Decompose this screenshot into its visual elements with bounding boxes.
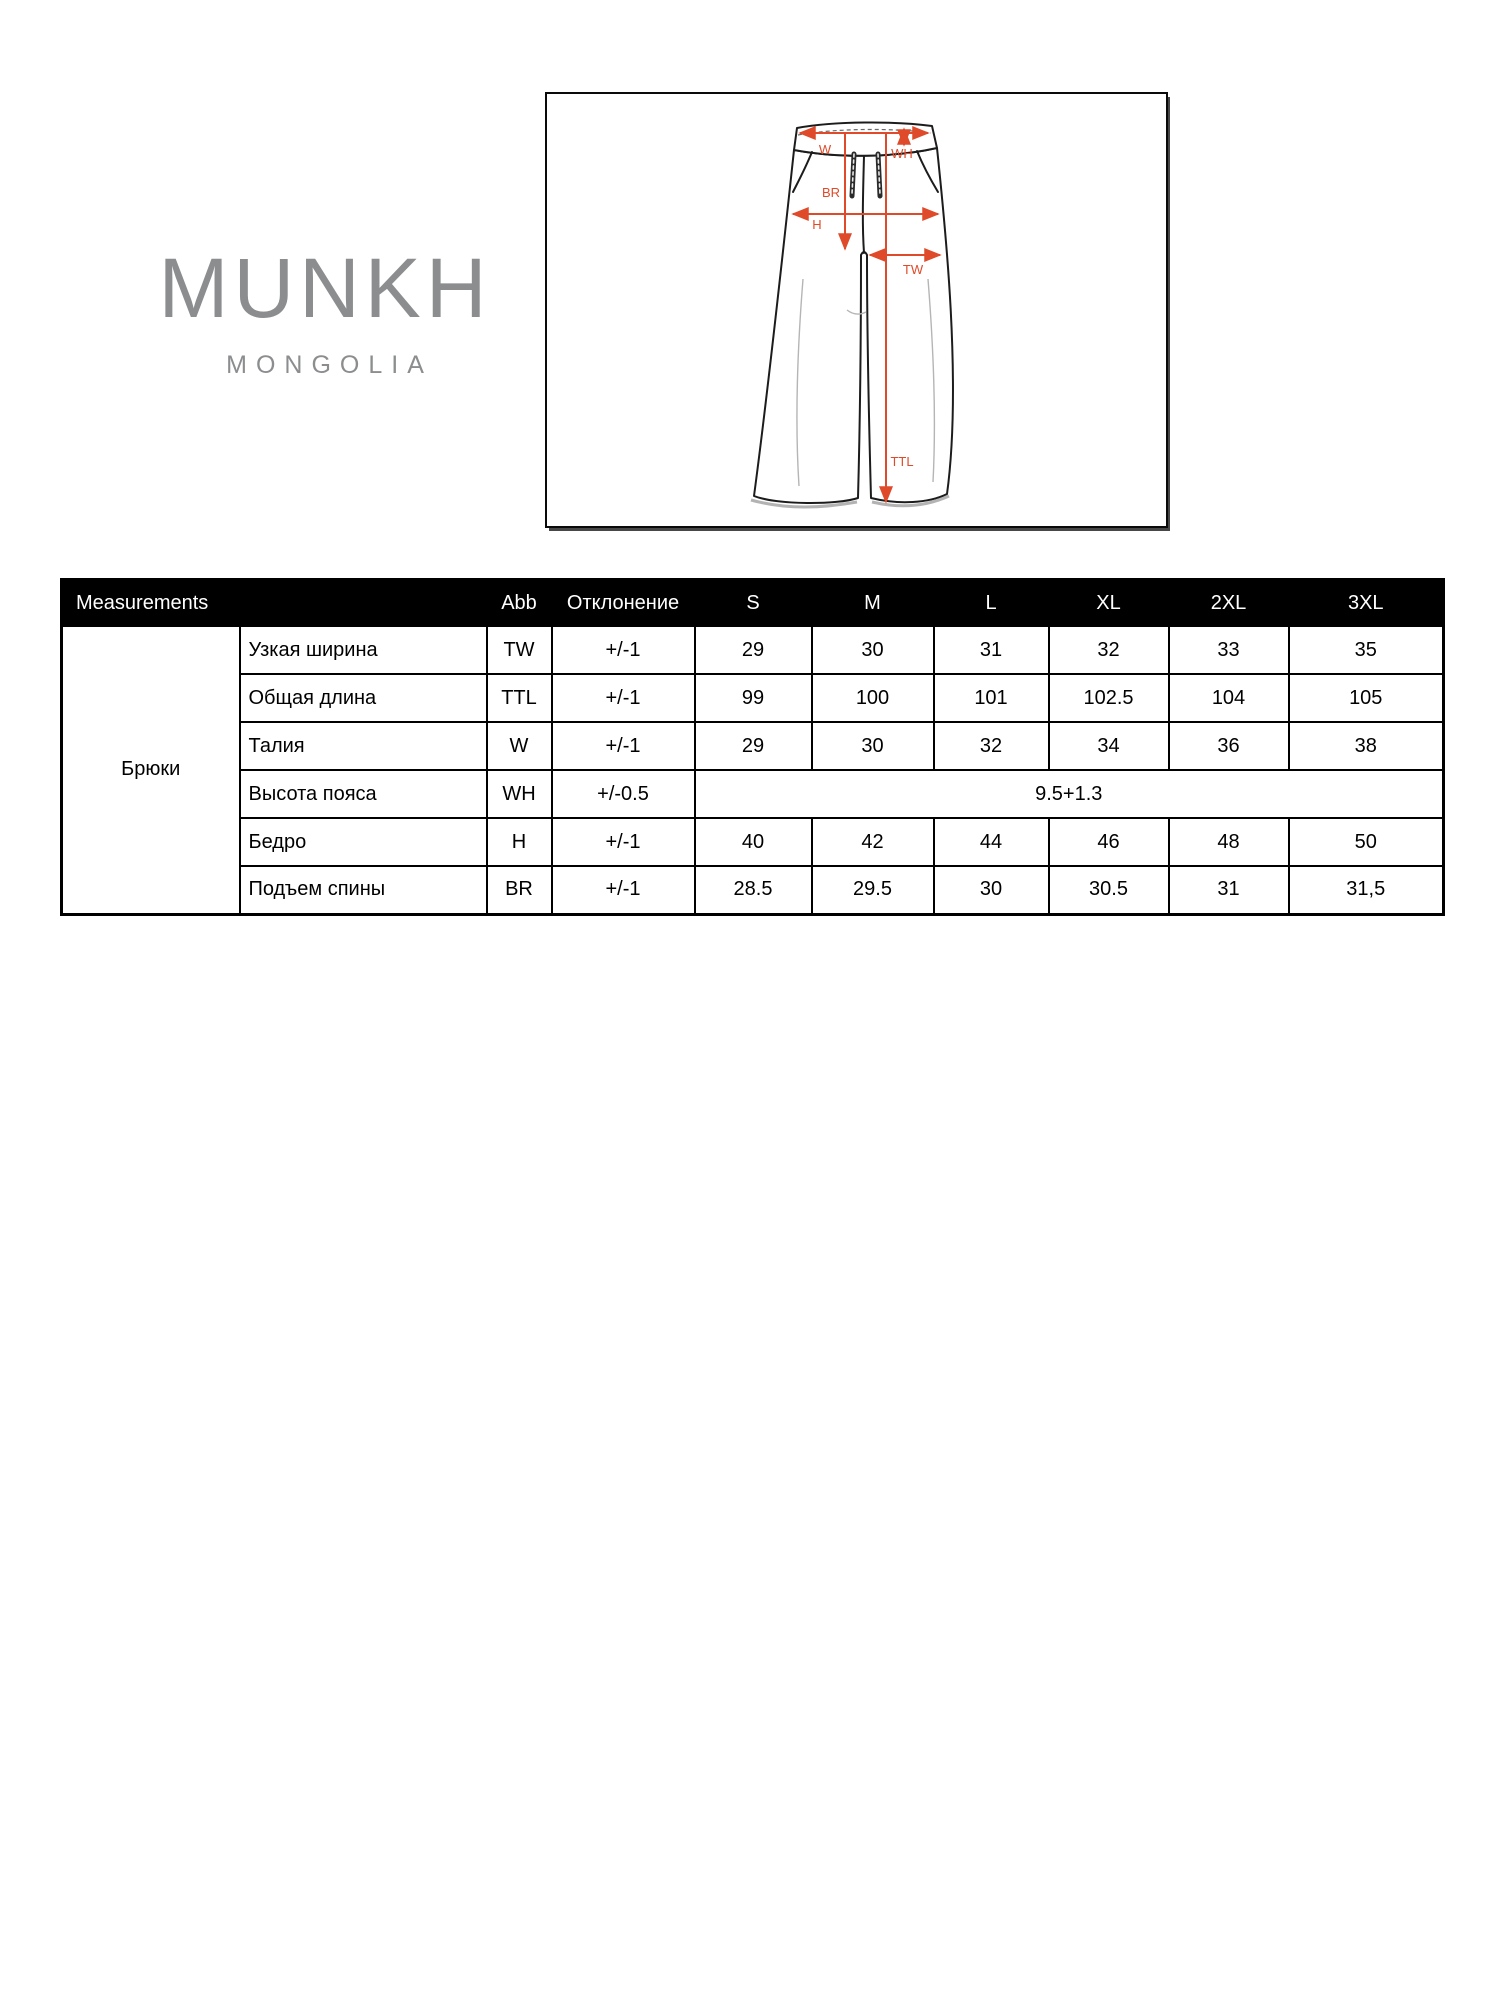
table-row <box>62 818 1444 866</box>
dim-label-h: H <box>812 217 822 232</box>
size-value-cell: 29 <box>695 626 812 674</box>
size-value-cell: 30 <box>812 722 934 770</box>
table-header-row <box>62 580 1444 627</box>
measure-name-cell: Высота пояса <box>240 770 487 818</box>
measure-name-cell: Талия <box>240 722 487 770</box>
brand-name: MUNKH <box>158 241 492 335</box>
table-row <box>62 674 1444 722</box>
pants-technical-drawing <box>547 94 1166 526</box>
size-value-cell: 102.5 <box>1049 674 1169 722</box>
deviation-cell: +/-0.5 <box>552 770 695 818</box>
measure-name-cell: Подъем спины <box>240 866 487 914</box>
size-value-cell: 31,5 <box>1289 866 1444 914</box>
abb-cell: WH <box>487 770 552 818</box>
size-value-cell: 99 <box>695 674 812 722</box>
header-size-s: S <box>695 580 812 627</box>
size-value-cell: 36 <box>1169 722 1289 770</box>
measure-name-cell: Узкая ширина <box>240 626 487 674</box>
deviation-cell: +/-1 <box>552 722 695 770</box>
dim-label-br: BR <box>821 185 841 200</box>
abb-cell: H <box>487 818 552 866</box>
deviation-cell: +/-1 <box>552 626 695 674</box>
header-abb: Abb <box>487 580 552 627</box>
size-value-cell: 30.5 <box>1049 866 1169 914</box>
table-row <box>62 626 1444 674</box>
brand-subtitle: MONGOLIA <box>226 351 433 379</box>
size-value-cell: 30 <box>812 626 934 674</box>
header-size-m: M <box>812 580 934 627</box>
size-value-cell: 40 <box>695 818 812 866</box>
abb-cell: TTL <box>487 674 552 722</box>
size-value-cell: 32 <box>1049 626 1169 674</box>
deviation-cell: +/-1 <box>552 866 695 914</box>
measure-name-cell: Бедро <box>240 818 487 866</box>
size-value-cell: 29 <box>695 722 812 770</box>
size-value-cell: 28.5 <box>695 866 812 914</box>
size-value-cell: 31 <box>934 626 1049 674</box>
dim-label-wh: WH <box>891 146 913 161</box>
size-value-cell: 101 <box>934 674 1049 722</box>
brand-logo <box>100 241 550 380</box>
size-value-cell: 34 <box>1049 722 1169 770</box>
size-value-cell: 46 <box>1049 818 1169 866</box>
size-value-cell: 32 <box>934 722 1049 770</box>
size-value-cell: 104 <box>1169 674 1289 722</box>
dim-label-ttl: TTL <box>890 454 914 469</box>
size-value-cell: 38 <box>1289 722 1444 770</box>
size-value-cell: 31 <box>1169 866 1289 914</box>
size-value-cell: 30 <box>934 866 1049 914</box>
size-value-cell: 105 <box>1289 674 1444 722</box>
pants-diagram-box <box>545 92 1168 528</box>
size-value-cell: 33 <box>1169 626 1289 674</box>
header-size-2xl: 2XL <box>1169 580 1289 627</box>
size-value-cell: 48 <box>1169 818 1289 866</box>
header-deviation: Отклонение <box>552 580 695 627</box>
size-value-cell: 29.5 <box>812 866 934 914</box>
size-value-cell: 42 <box>812 818 934 866</box>
size-value-cell: 100 <box>812 674 934 722</box>
deviation-cell: +/-1 <box>552 818 695 866</box>
size-value-cell: 35 <box>1289 626 1444 674</box>
size-value-cell: 50 <box>1289 818 1444 866</box>
measure-name-cell: Общая длина <box>240 674 487 722</box>
header-size-xl: XL <box>1049 580 1169 627</box>
table-row <box>62 770 1444 818</box>
dim-label-w: W <box>818 142 832 157</box>
header-size-3xl: 3XL <box>1289 580 1444 627</box>
size-value-cell: 44 <box>934 818 1049 866</box>
header-measurements: Measurements <box>62 580 487 627</box>
deviation-cell: +/-1 <box>552 674 695 722</box>
measurements-table <box>60 578 1445 916</box>
dim-label-tw: TW <box>902 262 924 277</box>
abb-cell: W <box>487 722 552 770</box>
header-size-l: L <box>934 580 1049 627</box>
group-label-cell: Брюки <box>62 626 240 914</box>
table-row <box>62 722 1444 770</box>
abb-cell: BR <box>487 866 552 914</box>
abb-cell: TW <box>487 626 552 674</box>
table-row <box>62 866 1444 914</box>
merged-value-cell: 9.5+1.3 <box>695 770 1444 818</box>
